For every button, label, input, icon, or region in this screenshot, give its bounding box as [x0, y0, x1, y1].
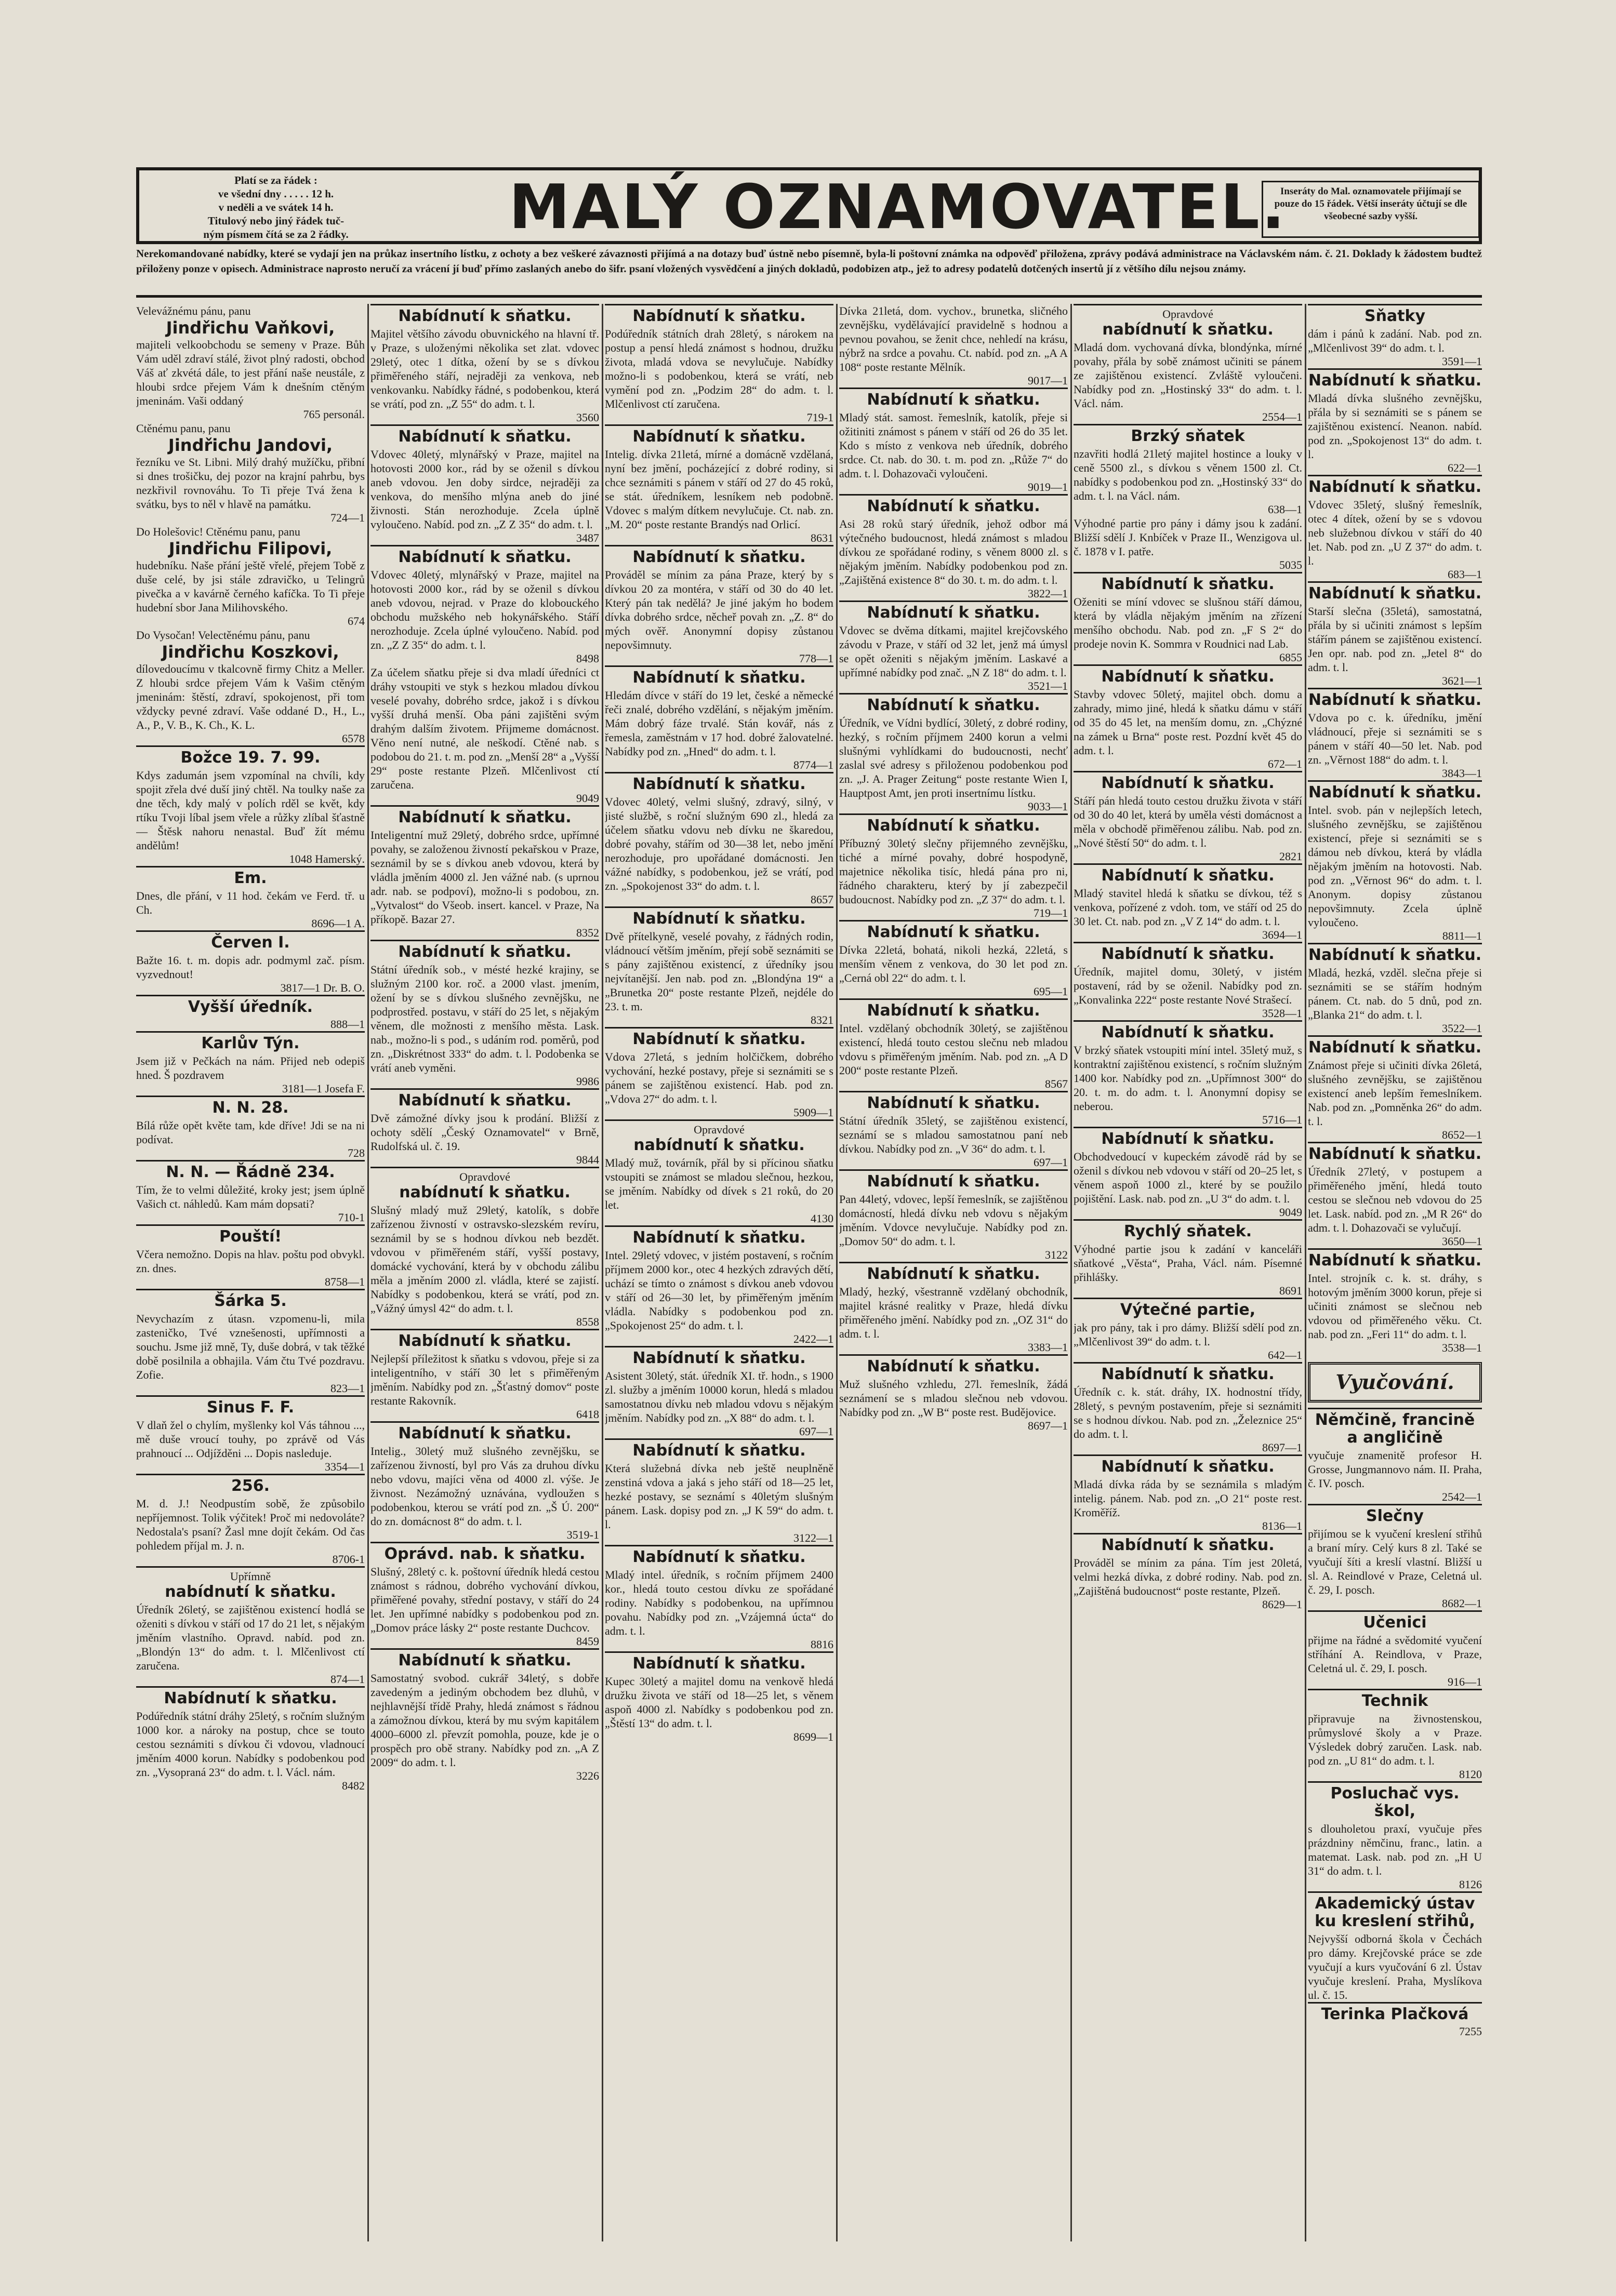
ad-code: 5909—1	[793, 1106, 833, 1119]
ad-code: 916—1	[1448, 1675, 1482, 1688]
ad-body: Vdovec 35letý, slušný řemeslník, otec 4 dítek, ožení by se s vdovou neb služebnou dívkou v stáří do 40 let. Nab. pod zn. „U Z 37“ do adm. t. l.	[1308, 498, 1482, 567]
ad-column	[1074, 304, 1302, 2241]
ad-code: 4130	[811, 1212, 833, 1225]
ad-code: 8758—1	[325, 1275, 365, 1288]
ad-name: Jindřichu Jandovi,	[168, 435, 333, 455]
ad-column	[605, 304, 833, 2241]
column-divider	[367, 304, 369, 2241]
ad-heading: Nabídnutí k sňatku.	[605, 304, 833, 325]
ad-code: 3694—1	[1262, 928, 1302, 941]
ad-code: 8691	[1279, 1284, 1302, 1297]
ad-column	[839, 304, 1068, 2241]
ad-body: Mladá dívka slušného zevnějšku, přála by si seznámiti se s pánem se zajištěnou existencí. Neanon. nabíd. pod zn. „Spokojenost 13“ do adm. t. l.	[1308, 392, 1482, 461]
ad-code: 3487	[576, 531, 599, 544]
price-line: ve všední dny . . . . . 12 h.	[218, 188, 334, 200]
ad-body: Hledám dívce v stáří do 19 let, české a německé řeči znalé, dobrého vzdělání, s nějakým jměním. Mám dobrý fáze trvalé. Stán kovář, nás z řemesla, zaměstnám v 17 hod. dobré žalovatelné. Nabídky pod zn. „Hned“ do adm. t. l.	[605, 689, 833, 758]
ad-heading: Nabídnutí k sňatku.	[370, 545, 599, 566]
ad-code: 8696—1 A.	[311, 917, 365, 930]
ad-body: Podúředník státní dráhy 25letý, s ročním služným 1000 kor. a nároky na postup, chce se touto cestou seznámiti s dívkou či vdovou, vladnoucí jměním 4000 korun. Nabídky s podobenkou pod zn. „Vysopraná 23“ do adm. t. l. Václ. nám.	[136, 1710, 365, 1779]
ad-body: dílovedoucímu v tkalcovně firmy Chitz a Meller. Z hloubi srdce přejem Vám k Vašim ctěným jmeninám: štěstí, zdraví, spokojenost, při tom vždycky pevné zdraví. Vaše oddané D., H., L., A., P., V. B., K. Ch., K. L.	[136, 662, 365, 731]
ad-body: přijímou se k vyučení kreslení střihů a braní míry. Celý kurs 8 zl. Také se vyučují šíti a kreslí vlastní. Bližší u sl. A. Reindlové v Praze, Celetná ul. č. 29, I. posch.	[1308, 1527, 1482, 1596]
ad-body: V dlaň žel o chylím, myšlenky kol Vás táhnou ..., mě duše vroucí touhy, po zprávě od Vás prahnoucí ... Odjížděni ... Dopis nasleduje.	[136, 1419, 365, 1460]
ad-name: Jindřichu Vaňkovi,	[166, 318, 335, 338]
ad-body: s dlouholetou praxí, vyučuje přes prázdniny němčinu, franc., latin. a matemat. Lask. nab. pod zn. „H U 31“ do adm. t. l.	[1308, 1822, 1482, 1877]
ad-body: Intelig. dívka 21letá, mírné a domácně vzdělaná, nyní bez jmění, pocházející z dobré rodiny, si chce seznámiti s pánem v stáří od 27 do 45 roků, se stát. úředníkem, lesníkem neb podobně. Vdovec s malým dítkem nevylučuje. Ct. nab. zn. „M. 20“ poste restante Brandýs nad Orlicí.	[605, 448, 833, 531]
column-divider	[1305, 304, 1306, 2241]
ad-code: 3843—1	[1442, 767, 1482, 780]
ad-body: Vdovec 40letý, mlynářský v Praze, majitel na hotovosti 2000 kor., rád by se oženil s dívkou aneb vdovou, nejrad. v Praze do klobouckého obchodu mužského neb hokynářského. Stáří nerozhoduje. Zcela úplné vyloučeno. Nabíd. pod zn. „Z Z 35“ do adm. t. l.	[370, 568, 599, 651]
ad-code: 697—1	[799, 1425, 833, 1438]
ad-body: Asi 28 roků starý úředník, jehož odbor má výtečného budoucnost, hledá známost s mladou dívkou ze spořádané rodiny, s věnem 8000 zl. s nějakým jměním. Nabídky podobenkou pod zn. „Zajištěná existence 8“ do 30. t. m. do adm. t. l.	[839, 517, 1068, 586]
ad-body: Vdova 27letá, s jedním holčičkem, dobrého vychování, hezké postavy, přeje si seznámiti se s pánem se zajištěnou existencí. Hab. pod zn. „Vdova 27“ do adm. t. l.	[605, 1050, 833, 1105]
ad-code: 8126	[1459, 1878, 1482, 1891]
ad-body: Mladý, hezký, všestranně vzdělaný obchodník, majitel krásné realitky v Praze, hledá dívku přiměřeného jmění. Nabídky pod zn. „OZ 31“ do adm. t. l.	[839, 1285, 1068, 1340]
ad-heading: Sinus F. F.	[136, 1395, 365, 1417]
ad-body: Za účelem sňatku přeje si dva mladí úředníci ct dráhy vstoupiti ve styk s hezkou mladou dívkou veselé povahy, dobrého srdce, jakož i s dívkou vyšší druhá menší. Oba páni zajištěni svým drahým dalším životem. Přijmeme domácnost. Věno není nutné, ale neškodí. Ctěné nab. s podobou do 21. t. m. pod zn. „Menší 28“ a „Vyšší 29“ poste restante Plzeň. Mlčenlivost ctí zaručena.	[370, 666, 599, 791]
ad-body: Prováděl se mínim za pána. Tím jest 20letá, velmi hezká dívka, z dobré rodiny. Nab. pod zn. „Zajištěná budoucnost“ poste restante, Plzeň.	[1074, 1556, 1302, 1597]
ad-code: 622—1	[1448, 461, 1482, 474]
ad-code: 778—1	[799, 652, 833, 665]
ad-heading: Nabídnutí k sňatku.	[839, 600, 1068, 622]
ad-heading: Nabídnutí k sňatku.	[1308, 780, 1482, 802]
ad-heading: Nabídnutí k sňatku.	[370, 1329, 599, 1350]
ad-code: 9019—1	[1028, 480, 1068, 493]
ad-heading: Nabídnutí k sňatku.	[1308, 368, 1482, 390]
ad-body: Mladý stát. samost. řemeslník, katolík, přeje si ožitiniti známost s pánem v stáří od 26 do 35 let. Kdo s místo z venkova neb úředník, dobrého srdce. Ct. nab. do 30. t. m. pod zn. „Růže 7“ do adm. t. l. Dohazovači vyloučeni.	[839, 411, 1068, 480]
ad-body: Intel. strojník c. k. st. dráhy, s hotovým jměním 3000 korun, přeje si učiniti známost se slečnou neb vdovou od přiměřeného věku. Ct. nab. pod zn. „Feri 11“ do adm. t. l.	[1308, 1272, 1482, 1341]
ad-body: nzavřiti hodlá 21letý majitel hostince a louky v ceně 5500 zl., s dívkou s věnem 1500 zl. Ct. nabídky s podobenkou pod zn. „Hostinský 33“ do adm. t. l. na Václ. nám.	[1074, 447, 1302, 502]
ad-heading: Nabídnutí k sňatku.	[839, 388, 1068, 409]
ad-body: připravuje na živnostenskou, průmyslové školy a v Praze. Výsledek dobrý zaručen. Lask. nab. pod zn. „U 81“ do adm. t. l.	[1308, 1712, 1482, 1767]
ad-heading: Nabídnutí k sňatku.	[1074, 863, 1302, 885]
ad-body: V brzký sňatek vstoupiti míní intel. 35letý muž, s kontraktní zajištěnou existencí, s ročním služným 1400 kor. Nabídky pod zn. „Upřímnost 300“ do 20. t. m. do adm. t. l. Anonymní dopisy se neberou.	[1074, 1044, 1302, 1113]
ad-body: Příbuzný 30letý slečny přijemného zevnějšku, tiché a mírné povahy, dobré hospodyně, majetnice několika tisíc, hledá pána pro ni, řádného charakteru, který by jí zabezpečil budoucnost. Nabídky pod zn. „Z 37“ do adm. t. l.	[839, 837, 1068, 906]
ad-code: 6418	[576, 1408, 599, 1421]
ad-code: 765 personál.	[303, 408, 365, 421]
ad-body: Intel. vzdělaný obchodník 30letý, se zajištěnou existencí, hledá touto cestou slečnu neb mladou vdovu s přiměřeným jměním. Nab. pod zn. „A D 200“ poste restante Plzeň.	[839, 1022, 1068, 1077]
ad-body: Mladá dom. vychovaná dívka, blondýnka, mírné povahy, přála by sobě známost učiniti se pánem ze zajištěnou existencí. Zvláště vyloučeni. Nabídky pod zn. „Hostinský 33“ do adm. t. l. Václ. nám.	[1074, 341, 1302, 410]
ad-code: 9049	[576, 792, 599, 805]
ad-body: Inteligentní muž 29letý, dobrého srdce, upřímné povahy, se založenou živností pekařskou v Praze, seznámil by se s dívkou aneb vdovou, která by vládla jměním 4000 zl. Jen vážné nab. (s uprnou adr. nab. se podpoví), možno-li s podobou, zn. „Vytvalost“ do Všeob. insert. kancel. v Praze, Na příkopě. Bazar 27.	[370, 829, 599, 926]
ad-heading: Sňatky	[1308, 304, 1482, 325]
ad-code: 3822—1	[1028, 587, 1068, 600]
ad-name: Jindřichu Filipovi,	[168, 539, 333, 558]
ad-body: Dvě přítelkyně, veselé povahy, z řádných rodin, vládnoucí větším jměním, přejí sobě seznámiti se s pány zajištěnou existencí, z úředníky jsou nejvítanější. Jen nab. pod zn. „Blondýna 19“ a „Brunetka 20“ poste restante Plzeň, nejdéle do 23. t. m.	[605, 930, 833, 1013]
ad-code: 3528—1	[1262, 1007, 1302, 1020]
ad-code: 5035	[1279, 558, 1302, 571]
ad-code: 3181—1 Josefa F.	[282, 1082, 365, 1095]
ad-heading: 256.	[136, 1474, 365, 1495]
ad-heading: Učenici	[1308, 1610, 1482, 1632]
ad-body: vyučuje znamenitě profesor H. Grosse, Jungmannovo nám. II. Praha, č. IV. posch.	[1308, 1449, 1482, 1490]
ad-code: 6578	[342, 732, 365, 745]
ad-body: Úředník, majitel domu, 30letý, v jistém postavení, rád by se oženil. Nabídky pod zn. „Konvalinka 222“ poste restante Nové Strašecí.	[1074, 965, 1302, 1006]
ad-heading: Nabídnutí k sňatku.	[1308, 1035, 1482, 1057]
ad-code: 3226	[576, 1769, 599, 1782]
ad-body: Mladý muž, továrník, přál by si přícinou sňatku vstoupiti se známost se mladou slečnou, hezkou, se jměním. Nabídky od dívek s 21 roků, do 20 let.	[605, 1156, 833, 1211]
ad-heading: Nabídnutí k sňatku.	[605, 665, 833, 687]
ad-body: Intelig., 30letý muž slušného zevnějšku, se zařízenou živností, byl pro Vás za druhou dívku nebo vdovu, majíci věna od 4000 zl. výše. Je živnost. Nezámožný uznávána, vydloužen s podobenkou, kterou se vrátí pod zn. „Š Ú. 200“ do zn. domácnost 8“ do adm. t. l.	[370, 1445, 599, 1528]
ad-body: Úředník 26letý, se zajištěnou existencí hodlá se oženiti s dívkou v stáří od 17 do 21 let, s nějakým jměním vlastního. Opravd. nabíd. pod zn. „Blondýn 13“ do adm. t. l. Mlčenlivost ctí zaručena.	[136, 1603, 365, 1672]
ad-code: 3122	[1045, 1248, 1068, 1261]
ad-kicker: Opravdové	[370, 1167, 599, 1184]
ad-body: M. d. J.! Neodpustím sobě, že způsobilo nepříjemnost. Tolik výčitek! Proč mi nedovoláte? Nedostala's psaní? Žasl mne dojít čekám. Od čas pohledem příjal m. J. n.	[136, 1497, 365, 1552]
ad-heading: Nabídnutí k sňatku.	[605, 1027, 833, 1048]
ad-heading: Šárka 5.	[136, 1289, 365, 1310]
ad-body: Mladá dívka ráda by se seznámila s mladým intelig. pánem. Nab. pod zn. „O 21“ poste rest. Kroměříž.	[1074, 1478, 1302, 1519]
ad-heading: Nabídnutí k sňatku.	[370, 940, 599, 961]
ad-code: 8136—1	[1262, 1519, 1302, 1532]
ad-body: Stáří pán hledá touto cestou družku života v stáří od 30 do 40 let, která by uměla vésti domácnost a měla v obchodě přiměřenou zálibu. Nab. pod zn. „Nové štěstí 50“ do adm. t. l.	[1074, 794, 1302, 849]
ad-body: Vdovec 40letý, velmi slušný, zdravý, silný, v jisté službě, s roční služným 690 zl., hledá za účelem sňatku vdovu neb dívku ne škaredou, dobré povahy, stářím od 30—38 let, nebo jmění nerozhoduje, pro upořádané domácnosti. Jen vážné nabídky, s podobenkou, jež se vrátí, pod zn. „Spokojenost 33“ do adm. t. l.	[605, 795, 833, 892]
ad-code: 724—1	[330, 511, 365, 524]
ad-heading: Em.	[136, 866, 365, 887]
ad-body: Bílá růže opět květe tam, kde dříve! Jdi se na ni podívat.	[136, 1119, 365, 1146]
price-line: v neděli a ve svátek 14 h.	[218, 201, 334, 213]
ad-heading: Nabídnutí k sňatku.	[370, 1648, 599, 1670]
ad-body: Do Holešovic! Ctěnému panu, panu	[136, 525, 300, 538]
ad-name: Jindřichu Koszkovi,	[162, 642, 339, 662]
ad-code: 3383—1	[1028, 1341, 1068, 1354]
ad-body: řezníku ve St. Libni. Milý drahý mužíčku, přibní si dnes trošičku, dej pozor na krajní pahrbu, bys nezkřivil rovnováhu. To Ti přeje Tvá žena k svátku, bys to něl v hlavě na památku.	[136, 456, 365, 511]
ad-heading: Nabídnutí k sňatku.	[1074, 942, 1302, 963]
ad-heading: Nabídnutí k sňatku.	[1308, 688, 1482, 709]
ad-body: Nejvyšší odborná škola v Čechách pro dámy. Krejčovské práce se zde vyučují a kurs vyučování 6 zl. Ústav vyučuje kreslení. Praha, Myslíkova ul. č. 15.	[1308, 1932, 1482, 2001]
ad-heading: Slečny	[1308, 1504, 1482, 1525]
ad-code: 695—1	[1034, 985, 1068, 998]
ad-heading: Rychlý sňatek.	[1074, 1219, 1302, 1240]
ad-body: Dnes, dle přání, v 11 hod. čekám ve Ferd. tř. u Ch.	[136, 889, 365, 916]
ad-code: 8699—1	[793, 1730, 833, 1743]
ad-heading: Nabídnutí k sňatku.	[370, 424, 599, 446]
ad-body: Státní úředník 35letý, se zajištěnou existencí, seznámí se s mladou samostatnou paní neb dívkou. Nabídky pod zn. „V 36“ do adm. t. l.	[839, 1114, 1068, 1155]
ad-code: 9033—1	[1028, 800, 1068, 813]
ad-code: 719-1	[806, 411, 833, 424]
ad-code: 8629—1	[1262, 1598, 1302, 1611]
ad-heading: Červen I.	[136, 930, 365, 952]
notice-text: Nerekomandované nabídky, které se vydají jen na průkaz insertního lístku, z ochoty a bez veškeré závaznosti přijímá a na dotazy buď ústně nebo písemně, byla-li poštovní známka na odpověď přiložena, zprávy podává administrace na Václavském nám. č. 21. Doklady k žádostem budtež přiloženy ponze v opisech. Administrace naprosto neručí za vrácení jí buď přímo zaslaných anebo do šifr. psaní vložených vysvědčení a jiných dokladů, podobizen atp., jež to adresy podatelů dotčených insertů jí z většího dílu nejsou známy.	[136, 247, 1482, 275]
ad-heading: Karlův Týn.	[136, 1031, 365, 1052]
ad-body: Samostatný svobod. cukrář 34letý, s dobře zavedeným a jediným obchodem bez dluhů, v nejhlavnější třídě Prahy, hledá známost s řádnou a zámožnou dívkou, která by mu svým kapitálem 4000–6000 zl. převzít pomohla, pouze, kde je o prospěch pro obě strany. Nabídky pod zn. „A Z 2009“ do adm. t. l.	[370, 1672, 599, 1769]
ad-body: Mladá, hezká, vzděl. slečna přeje si seznámiti se se stářím hodným pánem. Ct. nab. do 5 dnů, pod zn. „Blanka 21“ do adm. t. l.	[1308, 966, 1482, 1021]
ad-code: 8459	[576, 1635, 599, 1648]
ad-code: 3538—1	[1442, 1341, 1482, 1354]
ad-body: Nejlepší příležitost k sňatku s vdovou, přeje si za inteligentního, v stáří 30 let s přiměřeným jměním. Nabídky pod zn. „Šťastný domov“ poste restante Rakovník.	[370, 1352, 599, 1407]
ad-heading: nabídnutí k sňatku.	[1102, 321, 1274, 339]
ad-heading: Nabídnutí k sňatku.	[605, 1438, 833, 1460]
ad-code: 9017—1	[1028, 374, 1068, 387]
ad-heading: Nabídnutí k sňatku.	[1308, 581, 1482, 603]
ad-column	[370, 304, 599, 2241]
ad-code: 728	[348, 1146, 365, 1159]
section-banner: Vyučování.	[1308, 1362, 1482, 1403]
ad-heading: Nabídnutí k sňatku.	[370, 1088, 599, 1110]
ad-code: 5716—1	[1262, 1113, 1302, 1126]
ad-kicker: Opravdové	[605, 1119, 833, 1137]
ad-code: 3650—1	[1442, 1235, 1482, 1248]
ad-code: 888—1	[330, 1018, 365, 1031]
ad-code: 3621—1	[1442, 674, 1482, 687]
ad-code: 3354—1	[325, 1460, 365, 1473]
ad-body: Nevychazím z útasn. vzpomenu-li, mila zasteničko, Tvé vznešenosti, upřímnosti a souchu. Jsme již mně, Ty, duše dobrá, v tak těžké době posilnila a obhajila. Vám čtu Tvé pozdravu. Zofie.	[136, 1312, 365, 1381]
ad-body: Mladý stavitel hledá k sňatku se dívkou, též s venkova, pořízené z vdoh. tom, ve stáří od 25 do 30 let. Ct. nab. pod zn. „V Z 14“ do adm. t. l.	[1074, 887, 1302, 928]
ad-heading: Výtečné partie,	[1074, 1298, 1302, 1319]
ad-heading: Nabídnutí k sňatku.	[1074, 1020, 1302, 1042]
ad-body: Tím, že to velmi důležité, kroky jest; jsem úplně Vašich ct. náhledů. Kam mám dopsati?	[136, 1183, 365, 1210]
ad-heading: Nabídnutí k sňatku.	[605, 545, 833, 566]
ad-body: Dvě zámožné dívky jsou k prodání. Bližší z ochoty sdělí „Český Oznamovatel“ v Brně, Rudolfská ul. č. 19.	[370, 1112, 599, 1153]
ad-body: Úředník, ve Vídni bydlící, 30letý, z dobré rodiny, hezký, s ročním příjmem 2400 korun a velmi slušnými vyhlídkami do budoucnosti, nechť zaslal své adresy s přiloženou podobenkou pod zn. „J. A. Prager Zeitung“ poste restante Wien I, Hauptpost Amt, jen proti insertnímu lístku.	[839, 716, 1068, 799]
ad-heading: Nabídnutí k sňatku.	[839, 1354, 1068, 1376]
ad-code: 8352	[576, 926, 599, 939]
ad-body: Slušný mladý muž 29letý, katolík, s dobře zařízenou živností v ostravsko-slezském revíru, seznámil by se s hodnou dívkou neb bezdět. vdovou v přiměřeném stáří, vyšší postavy, domácké vychování, která by v obchodu zálibu měla a jměním 2000 zl. vládla, které se zajistí. Nabídky s podobenkou, která se vrátí, pod zn. „Vážný úmysl 42“ do adm. t. l.	[370, 1204, 599, 1315]
ad-heading: Nabídnutí k sňatku.	[370, 805, 599, 826]
ad-code: 8652—1	[1442, 1128, 1482, 1141]
ad-body: Pan 44letý, vdovec, lepší řemeslník, se zajištěnou domácností, hledá dívku neb vdovu s nějakým jměním. Vdovce nevylučuje. Nabídky pod zn. „Domov 50“ do adm. t. l.	[839, 1193, 1068, 1248]
ad-body: hudebníku. Naše přání ještě vřelé, přejem Tobě z duše celé, by jsi stále zdravičko, u Telingrů pivečka a v kavárně černého kafíčka. To Ti přeje hudební sbor Jana Milihovského.	[136, 559, 365, 614]
ad-code: 3521—1	[1028, 679, 1068, 692]
ad-body: Úředník c. k. stát. dráhy, IX. hodnostní třídy, 28letý, s pevným postavením, přeje si seznámiti se s hodnou dívkou. Nab. pod zn. „Železnice 25“ do adm. t. l.	[1074, 1385, 1302, 1440]
ad-body: Státní úředník sob., v mésté hezké krajiny, se služným 2100 kor. roč. a 2000 vlast. jmením, ožení by se s dívkou slušného zevnějšku, ne podprostřed. postavu, v stáří do 25 let, s nějakým věnem, dle možnosti z menšího města. Lask. nab., možno-li s pod., s udáním rod. poměrů, pod zn. „Diskrétnost 333“ do adm. t. l. Podobenka se vrátí aneb vyměni.	[370, 963, 599, 1074]
ad-heading: Nabídnutí k sňatku.	[1074, 771, 1302, 792]
ad-code: 8558	[576, 1315, 599, 1328]
ad-code: 8631	[811, 531, 833, 544]
ad-code: 8321	[811, 1013, 833, 1026]
ad-code: 8697—1	[1028, 1419, 1068, 1432]
ad-body: Intel. 29letý vdovec, v jistém postavení, s ročním příjmem 2000 kor., otec 4 hezkých zdravých dětí, uchází se tímto o známost s dívkou aneb vdovou v stáří od 26—30 let, by přiměřeným jměním vládla. Nabídky s podobenkou pod zn. „Spokojenost 25“ do adm. t. l.	[605, 1249, 833, 1332]
ad-body: Známost přeje si učiniti dívka 26letá, slušného zevnějšku, se zajištěnou existencí aneb lepším řemeslníkem. Nab. pod zn. „Pomněnka 26“ do adm. t. l.	[1308, 1059, 1482, 1128]
ad-heading: Nabídnutí k sňatku.	[605, 1651, 833, 1673]
ad-heading: Pouští!	[136, 1224, 365, 1246]
ad-code: 3519-1	[566, 1528, 599, 1541]
ad-heading: Němčině, francině a angličině	[1308, 1408, 1482, 1447]
ad-code: 1048 Hamerský.	[289, 852, 365, 865]
ad-body: Slušný, 28letý c. k. poštovní úředník hledá cestou známost s rádnou, dobrého vychování dívkou, přiměřené povahy, střední postavy, v stáří do 24 let. Jen upřímné nabídky s podobenkou pod zn. „Domov práce lásky 2“ poste restante Duchcov.	[370, 1565, 599, 1634]
ad-code: 8482	[342, 1779, 365, 1792]
ad-code: 8657	[811, 893, 833, 906]
ad-heading: Nabídnutí k sňatku.	[839, 920, 1068, 941]
ad-body: Výhodné partie jsou k zadání v kanceláři sňatkové „Věsta“, Praha, Václ. nám. Písemné přihlášky.	[1074, 1243, 1302, 1284]
ad-body: Kupec 30letý a majitel domu na venkově hledá družku života ve stáří od 18—25 let, s věnem aspoň 4000 zl. Nabídky s podobenkou pod zn. „Štěstí 13“ do adm. t. l.	[605, 1675, 833, 1730]
ad-body: Majitel většího závodu obuvnického na hlavní tř. v Praze, s uloženými několika set zlat. vdovec 29letý, otec 1 dítka, ožení by se s dívkou přiměřeného stáří, nejraději za venkova, neb venkovanku. Nabídky řádné, s podobenkou, která se vrátí, pod zn. „Z 55“ do adm. t. l.	[370, 327, 599, 410]
ad-code: 8697—1	[1262, 1441, 1302, 1454]
ad-heading: Nabídnutí k sňatku.	[839, 998, 1068, 1020]
ad-code: 710-1	[338, 1211, 365, 1224]
ad-body: Stavby vdovec 50letý, majitel obch. domu a zahrady, mimo jiné, hledá k sňatku dámu v stáří od 35 do 45 let, na menším domu, zn. „Chýzné na zámek u Brna“ poste rest. Pozdní květ 45 do adm. t. l.	[1074, 688, 1302, 757]
ad-body: Kdys zadumán jsem vzpomínal na chvíli, kdy spojit zřela dvé duší jiný chtěl. Na toulky naše za dne těch, kdy malý v polích rděl se květ, kdy rtíku Tvoji líbal jsem vřele a růžky zlíbal šťastně — Štěsk nahoru nenastal. Buď žít mému andělům!	[136, 769, 365, 852]
ad-body: Starší slečna (35letá), samostatná, přála by si učiniti známost s lepším stářím pánem se zajištěnou existencí. Jen opr. nab. pod zn. „Jetel 8“ do adm. t. l.	[1308, 605, 1482, 674]
section-title: MALÝ OZNAMOVATEL.	[509, 171, 1287, 243]
ad-code: 2542—1	[1442, 1490, 1482, 1503]
ad-code: 672—1	[1268, 757, 1302, 770]
ad-code: 9049	[1279, 1206, 1302, 1219]
ad-code: 2554—1	[1262, 410, 1302, 423]
ad-code: 8706-1	[332, 1553, 365, 1566]
ad-code: 3522—1	[1442, 1022, 1482, 1035]
ad-code: 9986	[576, 1075, 599, 1088]
ad-heading: Nabídnutí k sňatku.	[839, 1091, 1068, 1112]
ad-code: 9844	[576, 1153, 599, 1166]
ad-heading: Nabídnutí k sňatku.	[605, 424, 833, 446]
ad-heading: Nabídnutí k sňatku.	[839, 813, 1068, 835]
column-divider	[836, 304, 838, 2241]
ad-heading: Nabídnutí k sňatku.	[839, 1262, 1068, 1283]
ad-heading: Nabídnutí k sňatku.	[136, 1686, 365, 1707]
ad-body: Dívka 22letá, bohatá, nikoli hezká, 22letá, s menším věnem z venkova, do 30 let pod zn. „Cerná obl 22“ do adm. t. l.	[839, 943, 1068, 984]
ad-heading: Nabídnutí k sňatku.	[605, 1545, 833, 1566]
ad-body: Výhodné partie pro pány i dámy jsou k zadání. Bližší sdělí J. Knbíček v Praze II., Wenzigova ul. č. 1878 v I. patře.	[1074, 517, 1302, 558]
ad-code: 2422—1	[793, 1332, 833, 1345]
ad-heading: Nabídnutí k sňatku.	[605, 906, 833, 928]
ad-heading: N. N. — Řádně 234.	[136, 1160, 365, 1181]
price-box	[143, 173, 408, 241]
ad-body: Ctěnému panu, panu	[136, 422, 231, 435]
ad-heading: nabídnutí k sňatku.	[165, 1583, 336, 1601]
ad-heading: nabídnutí k sňatku.	[399, 1183, 571, 1202]
ad-code: 8567	[1045, 1077, 1068, 1090]
ad-code: 3591—1	[1442, 355, 1482, 368]
ad-code: 8811—1	[1442, 929, 1482, 942]
ad-column	[136, 304, 365, 2241]
ad-body: Velevážnému pánu, panu	[136, 304, 251, 317]
ad-heading: Nabídnutí k sňatku.	[1074, 1362, 1302, 1383]
ad-code: 6855	[1279, 651, 1302, 664]
ad-heading: Akademický ústav ku kreslení střihů,	[1308, 1891, 1482, 1930]
column-divider	[1070, 304, 1072, 2241]
ad-code: 674	[348, 615, 365, 628]
ad-code: 638—1	[1268, 503, 1302, 516]
ad-heading: Nabídnutí k sňatku.	[1308, 475, 1482, 496]
ad-heading: Nabídnutí k sňatku.	[839, 693, 1068, 714]
ad-column	[1308, 304, 1482, 2241]
ad-code: 8120	[1459, 1768, 1482, 1781]
ad-code: 3817—1 Dr. B. O.	[280, 981, 365, 994]
price-line: Titulový nebo jiný řádek tuč-	[207, 215, 345, 227]
ad-heading: Nabídnutí k sňatku.	[1308, 1248, 1482, 1270]
ad-body: Jsem již v Pečkách na nám. Přijed neb odepiš hned. Š pozdravem	[136, 1054, 365, 1082]
ad-code: 8816	[811, 1638, 833, 1651]
ad-code: 3122—1	[793, 1531, 833, 1544]
ad-body: Prováděl se mínim za pána Praze, který by s dívkou 20 za montéra, v stáří od 30 do 40 let. Který pán tak nedělá? Je jiné jakým ho bodem dívka dobrého srdce, něcheř povah zn. „Z. 8“ do mých ověř. Anonymní dopisy zůstanou nepovšimnuty.	[605, 568, 833, 651]
ad-heading: Nabídnutí k sňatku.	[605, 1225, 833, 1247]
ad-body: jak pro pány, tak i pro dámy. Bližší sdělí pod zn. „Mlčenlivost 39“ do adm. t. l.	[1074, 1321, 1302, 1348]
ad-heading: Vyšší úředník.	[136, 995, 365, 1016]
price-line: Platí se za řádek :	[234, 174, 317, 186]
ad-body: Podúředník státních drah 28letý, s nárokem na postup a pensí hledá známost s hodnou, družku života, mladá vdova se nevylučuje. Nabídky možno-li s podobenkou, která se vrátí, neb vymění pod zn. „Podzim 28“ do adm. t. l. Mlčenlivost ctí zaručena.	[605, 327, 833, 410]
ad-body: Oženiti se míní vdovec se slušnou stáří dámou, která by vládla nějakým jměním na zřízení menšího obchodu. Nab. pod zn. „F S 2“ do prodeje novin K. Sommra v Roudnici nad Lab.	[1074, 595, 1302, 650]
ad-code: 683—1	[1448, 568, 1482, 581]
ad-body: Muž slušného vzhledu, 27l. řemeslník, žádá seznámení se s mladou slečnou neb vdovou. Nabídky pod zn. „W B“ poste rest. Budějovice.	[839, 1378, 1068, 1419]
ad-code: 8498	[576, 652, 599, 665]
ad-body: Vdova po c. k. úředníku, jmění vládnoucí, přeje si seznámiti se s pánem v stáří 40—50 let. Nab. pod zn. „Věrnost 188“ do adm. t. l.	[1308, 711, 1482, 766]
ad-body: přijme na řádné a svědomité vyučení stříhání A. Reindlova, v Praze, Celetná ul. č. 29, I. posch.	[1308, 1634, 1482, 1675]
ad-body: majiteli velkoobchodu se semeny v Praze. Bůh Vám uděl zdraví stálé, život plný radosti, obchod Váš ať zkvétá dále, to jest přání naše neustále, z hloubi srdce přejem Vám k dnešním ctěným jmeninám. Vaši oddaný	[136, 338, 365, 407]
ad-heading: Nabídnutí k sňatku.	[1074, 1454, 1302, 1476]
ad-heading: Technik	[1308, 1689, 1482, 1710]
ad-body: Mladý intel. úředník, s ročním příjmem 2400 kor., hledá touto cestou dívku ze spořádané rodiny. Nabídky s podobenkou, na upřímnou povahu. Nabídky pod zn. „Vzájemná úcta“ do adm. t. l.	[605, 1568, 833, 1637]
divider	[136, 295, 1482, 298]
ad-heading: Nabídnutí k sňatku.	[1308, 1142, 1482, 1163]
ad-body: Dívka 21letá, dom. vychov., brunetka, sličného zevnějšku, vydělávající pravidelně s hodnou a pevnou povahou, se ženit chce, nehledí na krásu, nýbrž na srdce a povahu. Ct. nabíd. pod zn. „A A 108“ poste restante Mělník.	[839, 304, 1068, 373]
ad-heading: N. N. 28.	[136, 1096, 365, 1117]
ad-kicker: Upřímně	[136, 1566, 365, 1583]
ad-heading: Božce 19. 7. 99.	[136, 745, 365, 767]
inserty-box: Inseráty do Mal. oznamovatele přijímají se pouze do 15 řádek. Větší inseráty účtují se dle všeobecné sazby vyšší.	[1262, 181, 1480, 238]
ad-heading: Nabídnutí k sňatku.	[605, 772, 833, 793]
ad-heading: Oprávd. nab. k sňatku.	[370, 1542, 599, 1563]
ad-heading: Nabídnutí k sňatku.	[1074, 1533, 1302, 1554]
ad-body: Do Vysočan! Velectěnému pánu, panu	[136, 629, 310, 642]
ad-heading: Nabídnutí k sňatku.	[1308, 943, 1482, 964]
ad-body: Úředník 27letý, v postupem a přiměřeného jmění, hledá touto cestou se slečnou neb vdovou do 25 let. Lask. nabíd. pod zn. „M R 26“ do adm. t. l. Dohazovači se vylučují.	[1308, 1165, 1482, 1234]
ad-code: 3560	[576, 411, 599, 424]
ad-heading: Nabídnutí k sňatku.	[370, 1421, 599, 1443]
ad-heading: Terinka Plačková	[1308, 2002, 1482, 2023]
ad-kicker: Opravdové	[1074, 304, 1302, 321]
column-divider	[602, 304, 603, 2241]
ad-body: Bažte 16. t. m. dopis adr. podmyml zač. písm. vyzvednout!	[136, 954, 365, 981]
ad-body: Obchodvedoucí v kupeckém závodě rád by se oženil s dívkou neb vdovou v stáří od 20–25 let, s věnem aspoň 1000 zl., které by se použilo pojištění. Lask. nab. pod zn. „U 3“ do adm. t. l.	[1074, 1150, 1302, 1205]
ad-heading: Posluchač vys. škol,	[1308, 1781, 1482, 1820]
price-line: ným písmem čítá se za 2 řádky.	[203, 228, 349, 241]
ad-code: 719—1	[1034, 906, 1068, 919]
ad-heading: Nabídnutí k sňatku.	[605, 1346, 833, 1367]
ad-code: 2821	[1279, 850, 1302, 863]
ad-body: Asistent 30letý, stát. úředník XI. tř. hodn., s 1900 zl. služby a jměním 10000 korun, hledá s mladou samostatnou dívku neb mladou vdovu s nějakým jměním. Nabídky pod zn. „X 88“ do adm. t. l.	[605, 1369, 833, 1424]
ad-body: Intel. svob. pán v nejlepších letech, slušného zevnějšku, se zajištěnou existencí, přeje si seznámiti se s dámou neb dívkou, která by vládla nějakým jměním na hotovosti. Nab. pod zn. „Věrnost 96“ do adm. t. l. Anonym. dopisy zůstanou nepovšimnuty. Zcela úplně vyloučeno.	[1308, 804, 1482, 929]
ad-heading: Nabídnutí k sňatku.	[1074, 1127, 1302, 1148]
ad-code: 8774—1	[793, 758, 833, 771]
ad-body: dám i pánů k zadání. Nab. pod zn. „Mlčenlivost 39“ do adm. t. l.	[1308, 327, 1482, 354]
ad-body: Včera nemožno. Dopis na hlav. poštu pod obvykl. zn. dnes.	[136, 1248, 365, 1275]
ad-heading: Nabídnutí k sňatku.	[1074, 572, 1302, 593]
section-header	[136, 167, 1482, 244]
ad-code: 7255	[1459, 2025, 1482, 2038]
ad-body: Která služebná dívka neb ještě neuplněně zenstiná vdova a jaká s jeho stáří od 18—25 let, hezké postavy, se seznámí s 40letým slušným pánem. Lask. dopisy pod zn. „J K 59“ do adm. t. l.	[605, 1462, 833, 1531]
ad-code: 823—1	[330, 1382, 365, 1395]
ad-code: 8682—1	[1442, 1597, 1482, 1610]
ad-body: Vdovec se dvěma dítkami, majitel krejčovského závodu v Praze, v stáří od 32 let, jenž má úmysl se opět oženiti s nějakým jměním. Laskavé a upřímné nabídky pod znač. „N Z 18“ do adm. t. l.	[839, 624, 1068, 679]
ad-heading: Nabídnutí k sňatku.	[370, 304, 599, 325]
ad-heading: Nabídnutí k sňatku.	[839, 1169, 1068, 1191]
ad-code: 697—1	[1034, 1156, 1068, 1169]
ad-body: Vdovec 40letý, mlynářský v Praze, majitel na hotovosti 2000 kor., rád by se oženil s dívkou aneb vdovou. Jen doby sirdce, nejraději za venkova, do menšího mlýna aneb do jiné živnosti. Stán nerozhoduje. Zcela úplně vyloučeno. Nabíd. pod zn. „Z Z 35“ do adm. t. l.	[370, 448, 599, 531]
ad-code: 642—1	[1268, 1349, 1302, 1361]
ad-heading: Brzký sňatek	[1074, 424, 1302, 445]
ad-heading: Nabídnutí k sňatku.	[1074, 664, 1302, 686]
ad-heading: Nabídnutí k sňatku.	[839, 494, 1068, 515]
ad-code: 874—1	[330, 1673, 365, 1686]
ad-heading: nabídnutí k sňatku.	[633, 1136, 805, 1154]
